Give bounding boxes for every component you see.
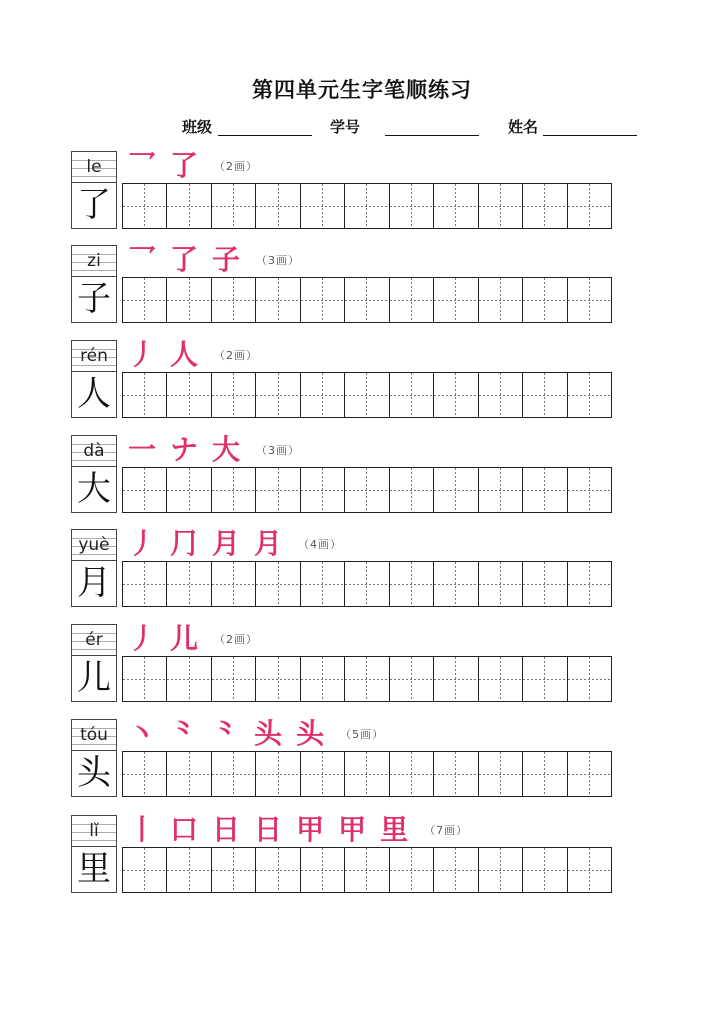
stroke-step: 月 <box>212 527 241 560</box>
student-no-input[interactable] <box>385 116 479 138</box>
model-character: 头 <box>71 751 117 797</box>
name-field <box>508 116 538 138</box>
stroke-step: 乛 <box>128 243 157 276</box>
stroke-step: 口 <box>170 813 199 846</box>
writing-grid <box>122 751 612 797</box>
pinyin-box <box>71 815 117 847</box>
stroke-step: 月 <box>254 527 283 560</box>
tian-zi-cell[interactable] <box>256 562 300 606</box>
stroke-order <box>128 719 384 749</box>
class-field <box>182 116 212 138</box>
stroke-step: 日 <box>212 813 241 846</box>
tian-zi-cell[interactable] <box>523 468 567 512</box>
stroke-step: 了 <box>170 149 199 182</box>
tian-zi-cell[interactable] <box>345 373 389 417</box>
tian-zi-cell[interactable] <box>568 752 611 796</box>
stroke-step: 甲 <box>338 813 367 846</box>
tian-zi-cell[interactable] <box>568 468 611 512</box>
tian-zi-cell[interactable] <box>301 278 345 322</box>
writing-grid <box>122 372 612 418</box>
stroke-step: 大 <box>212 433 241 466</box>
stroke-step: ⺆ <box>170 527 199 560</box>
model-character: 了 <box>71 183 117 229</box>
tian-zi-cell[interactable] <box>523 848 567 892</box>
tian-zi-cell[interactable] <box>568 562 611 606</box>
pinyin-box <box>71 245 117 277</box>
stroke-step: ⺀ <box>170 717 199 750</box>
tian-zi-cell[interactable] <box>434 752 478 796</box>
tian-zi-cell[interactable] <box>390 278 434 322</box>
stroke-order <box>128 151 258 181</box>
tian-zi-cell[interactable] <box>345 657 389 701</box>
tian-zi-cell[interactable] <box>301 752 345 796</box>
tian-zi-cell[interactable] <box>345 468 389 512</box>
tian-zi-cell[interactable] <box>123 562 167 606</box>
pinyin-box <box>71 529 117 561</box>
stroke-count: （4画） <box>298 538 343 551</box>
model-character: 里 <box>71 847 117 893</box>
tian-zi-cell[interactable] <box>523 562 567 606</box>
tian-zi-cell[interactable] <box>256 373 300 417</box>
model-character: 人 <box>71 372 117 418</box>
page-title: 第四单元生字笔顺练习 <box>252 78 472 102</box>
tian-zi-cell[interactable] <box>479 278 523 322</box>
tian-zi-cell[interactable] <box>345 562 389 606</box>
stroke-step: 丶 <box>128 717 157 750</box>
tian-zi-cell[interactable] <box>212 278 256 322</box>
stroke-order <box>128 529 342 559</box>
stroke-step: 甲 <box>296 813 325 846</box>
tian-zi-cell[interactable] <box>568 373 611 417</box>
tian-zi-cell[interactable] <box>256 657 300 701</box>
writing-grid <box>122 467 612 513</box>
tian-zi-cell[interactable] <box>167 562 211 606</box>
model-character: 子 <box>71 277 117 323</box>
tian-zi-cell[interactable] <box>345 184 389 228</box>
tian-zi-cell[interactable] <box>568 848 611 892</box>
stroke-step: 头 <box>296 717 325 750</box>
stroke-step: 丿 <box>128 622 157 655</box>
tian-zi-cell[interactable] <box>390 848 434 892</box>
pinyin-box <box>71 719 117 751</box>
tian-zi-cell[interactable] <box>434 848 478 892</box>
tian-zi-cell[interactable] <box>167 468 211 512</box>
stroke-step: 丨 <box>128 813 157 846</box>
tian-zi-cell[interactable] <box>123 657 167 701</box>
pinyin-box <box>71 340 117 372</box>
model-character: 月 <box>71 561 117 607</box>
pinyin-text: dà <box>83 441 105 461</box>
tian-zi-cell[interactable] <box>390 657 434 701</box>
stroke-step: ナ <box>170 433 199 466</box>
pinyin-box <box>71 151 117 183</box>
stroke-step: 里 <box>380 813 409 846</box>
tian-zi-cell[interactable] <box>167 752 211 796</box>
stroke-count: （5画） <box>340 728 385 741</box>
model-character: 大 <box>71 467 117 513</box>
writing-grid <box>122 183 612 229</box>
tian-zi-cell[interactable] <box>390 468 434 512</box>
tian-zi-cell[interactable] <box>301 184 345 228</box>
class-label: 班级 <box>182 118 213 136</box>
tian-zi-cell[interactable] <box>479 657 523 701</box>
tian-zi-cell[interactable] <box>301 562 345 606</box>
tian-zi-cell[interactable] <box>479 184 523 228</box>
tian-zi-cell[interactable] <box>479 752 523 796</box>
tian-zi-cell[interactable] <box>123 373 167 417</box>
model-character: 儿 <box>71 656 117 702</box>
tian-zi-cell[interactable] <box>345 752 389 796</box>
pinyin-text: zi <box>87 251 101 271</box>
stroke-step: 人 <box>170 338 199 371</box>
pinyin-text: rén <box>80 346 108 366</box>
tian-zi-cell[interactable] <box>434 562 478 606</box>
pinyin-box <box>71 435 117 467</box>
tian-zi-cell[interactable] <box>479 848 523 892</box>
tian-zi-cell[interactable] <box>568 184 611 228</box>
stroke-step: 丿 <box>128 527 157 560</box>
tian-zi-cell[interactable] <box>434 468 478 512</box>
tian-zi-cell[interactable] <box>390 184 434 228</box>
tian-zi-cell[interactable] <box>167 848 211 892</box>
tian-zi-cell[interactable] <box>256 278 300 322</box>
tian-zi-cell[interactable] <box>123 184 167 228</box>
stroke-step: 乛 <box>128 149 157 182</box>
tian-zi-cell[interactable] <box>434 184 478 228</box>
tian-zi-cell[interactable] <box>479 562 523 606</box>
student-no-label: 学号 <box>330 118 361 136</box>
tian-zi-cell[interactable] <box>167 184 211 228</box>
stroke-count: （2画） <box>214 349 259 362</box>
student-no-field <box>330 116 360 138</box>
stroke-order <box>128 340 258 370</box>
tian-zi-cell[interactable] <box>434 657 478 701</box>
tian-zi-cell[interactable] <box>390 752 434 796</box>
pinyin-text: lǐ <box>89 821 99 841</box>
name-label: 姓名 <box>508 118 539 136</box>
class-input[interactable] <box>218 116 312 138</box>
tian-zi-cell[interactable] <box>301 657 345 701</box>
writing-grid <box>122 656 612 702</box>
stroke-step: 丿 <box>128 338 157 371</box>
writing-grid <box>122 561 612 607</box>
tian-zi-cell[interactable] <box>167 373 211 417</box>
stroke-count: （3画） <box>256 444 301 457</box>
pinyin-text: le <box>86 157 102 177</box>
writing-grid <box>122 847 612 893</box>
tian-zi-cell[interactable] <box>523 657 567 701</box>
stroke-order <box>128 815 468 845</box>
stroke-step: 儿 <box>170 622 199 655</box>
tian-zi-cell[interactable] <box>212 752 256 796</box>
stroke-count: （2画） <box>214 160 259 173</box>
tian-zi-cell[interactable] <box>212 562 256 606</box>
tian-zi-cell[interactable] <box>123 752 167 796</box>
stroke-order <box>128 624 258 654</box>
tian-zi-cell[interactable] <box>167 278 211 322</box>
tian-zi-cell[interactable] <box>345 848 389 892</box>
tian-zi-cell[interactable] <box>256 848 300 892</box>
tian-zi-cell[interactable] <box>212 184 256 228</box>
stroke-step: 日 <box>254 813 283 846</box>
name-input[interactable] <box>543 116 637 138</box>
tian-zi-cell[interactable] <box>345 278 389 322</box>
pinyin-box <box>71 624 117 656</box>
pinyin-text: tóu <box>80 725 108 745</box>
tian-zi-cell[interactable] <box>256 184 300 228</box>
tian-zi-cell[interactable] <box>390 562 434 606</box>
stroke-step: ⺀ <box>212 717 241 750</box>
tian-zi-cell[interactable] <box>123 468 167 512</box>
stroke-order <box>128 435 300 465</box>
tian-zi-cell[interactable] <box>390 373 434 417</box>
tian-zi-cell[interactable] <box>523 752 567 796</box>
tian-zi-cell[interactable] <box>434 373 478 417</box>
tian-zi-cell[interactable] <box>212 468 256 512</box>
pinyin-text: ér <box>85 630 103 650</box>
tian-zi-cell[interactable] <box>212 657 256 701</box>
stroke-count: （7画） <box>424 824 469 837</box>
tian-zi-cell[interactable] <box>256 752 300 796</box>
tian-zi-cell[interactable] <box>123 848 167 892</box>
tian-zi-cell[interactable] <box>523 278 567 322</box>
tian-zi-cell[interactable] <box>301 468 345 512</box>
tian-zi-cell[interactable] <box>479 468 523 512</box>
tian-zi-cell[interactable] <box>301 848 345 892</box>
stroke-step: 了 <box>170 243 199 276</box>
tian-zi-cell[interactable] <box>212 848 256 892</box>
tian-zi-cell[interactable] <box>523 373 567 417</box>
tian-zi-cell[interactable] <box>123 278 167 322</box>
tian-zi-cell[interactable] <box>479 373 523 417</box>
tian-zi-cell[interactable] <box>434 278 478 322</box>
tian-zi-cell[interactable] <box>523 184 567 228</box>
tian-zi-cell[interactable] <box>568 657 611 701</box>
tian-zi-cell[interactable] <box>256 468 300 512</box>
stroke-step: 一 <box>128 433 157 466</box>
stroke-step: 头 <box>254 717 283 750</box>
tian-zi-cell[interactable] <box>301 373 345 417</box>
stroke-order <box>128 245 300 275</box>
tian-zi-cell[interactable] <box>212 373 256 417</box>
writing-grid <box>122 277 612 323</box>
stroke-step: 子 <box>212 243 241 276</box>
stroke-count: （3画） <box>256 254 301 267</box>
stroke-count: （2画） <box>214 633 259 646</box>
tian-zi-cell[interactable] <box>568 278 611 322</box>
tian-zi-cell[interactable] <box>167 657 211 701</box>
pinyin-text: yuè <box>78 535 110 555</box>
